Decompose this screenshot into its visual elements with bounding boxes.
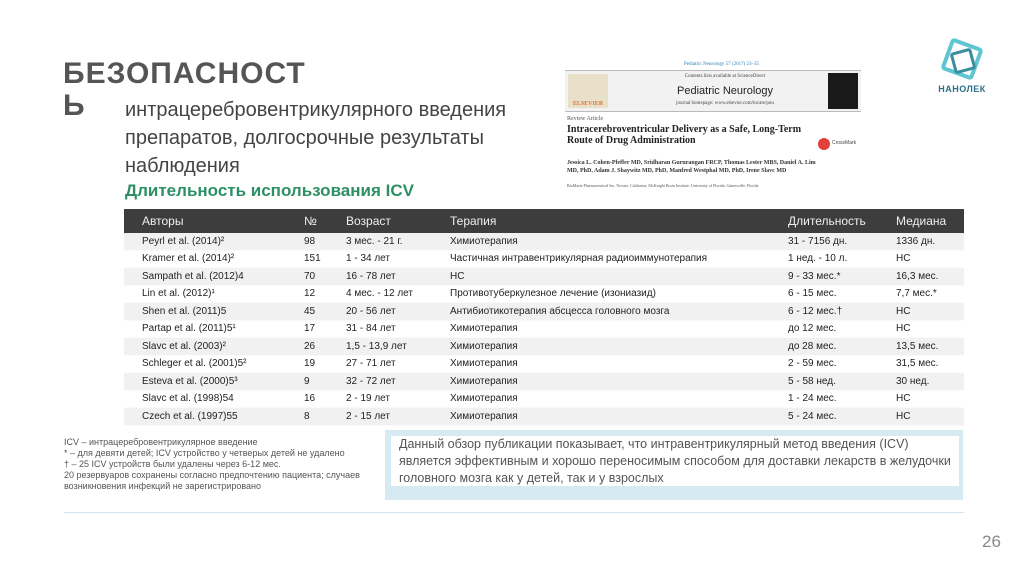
cell-therapy: Химиотерапия — [432, 355, 770, 373]
cell-age: 31 - 84 лет — [328, 320, 432, 338]
cell-authors: Shen et al. (2011)5 — [124, 303, 282, 321]
cell-authors: Slavc et al. (1998)54 — [124, 390, 282, 408]
cell-duration: 1 - 24 мес. — [770, 390, 878, 408]
contents-line: Contents lists available at ScienceDirect — [684, 74, 766, 79]
company-name: НАНОЛЕК — [938, 84, 986, 94]
header-median: Медиана — [878, 209, 964, 233]
footnote: 20 резервуаров сохранены согласно предпочтению пациента; случаев возникновения инфекций не зарегистрировано — [64, 470, 360, 491]
cell-duration: до 12 мес. — [770, 320, 878, 338]
cell-median: НС — [878, 303, 964, 321]
elsevier-logo-icon — [568, 74, 608, 108]
cell-number: 98 — [282, 233, 328, 250]
cell-number: 45 — [282, 303, 328, 321]
footnote: ICV – интрацеребровентрикулярное введение — [64, 437, 258, 447]
header-therapy: Терапия — [432, 209, 770, 233]
article-type: Review Article — [567, 116, 604, 122]
cell-duration: 5 - 24 мес. — [770, 408, 878, 426]
journal-banner — [565, 70, 861, 112]
cell-number: 16 — [282, 390, 328, 408]
cell-median: НС — [878, 250, 964, 268]
cell-therapy: Химиотерапия — [432, 233, 770, 250]
header-duration: Длительность — [770, 209, 878, 233]
table-row — [124, 408, 964, 426]
table-row — [124, 320, 964, 338]
paper-thumbnail — [560, 62, 866, 212]
cell-therapy: Частичная интравентрикулярная радиоиммунотерапия — [432, 250, 770, 268]
cell-therapy: Противотуберкулезное лечение (изониазид) — [432, 285, 770, 303]
cell-duration: до 28 мес. — [770, 338, 878, 356]
cell-duration: 6 - 15 мес. — [770, 285, 878, 303]
publisher-name: ELSEVIER — [572, 101, 604, 107]
table-row — [124, 250, 964, 268]
footnote: † – 25 ICV устройств были удалены через 6-12 мес. — [64, 459, 281, 469]
cell-duration: 5 - 58 нед. — [770, 373, 878, 391]
company-logo — [932, 38, 992, 108]
cell-age: 1,5 - 13,9 лет — [328, 338, 432, 356]
table-row — [124, 355, 964, 373]
cell-median: НС — [878, 390, 964, 408]
table-row — [124, 338, 964, 356]
cell-duration: 1 нед. - 10 л. — [770, 250, 878, 268]
cell-age: 27 - 71 лет — [328, 355, 432, 373]
table-row — [124, 390, 964, 408]
cell-duration: 9 - 33 мес.* — [770, 268, 878, 286]
slide-title: БЕЗОПАСНОСТ Ь — [63, 57, 306, 122]
cell-authors: Esteva et al. (2000)5³ — [124, 373, 282, 391]
header-authors: Авторы — [124, 209, 282, 233]
journal-name: Pediatric Neurology — [677, 85, 773, 97]
article-affiliations: BioMarin Pharmaceutical Inc, Novato, California; McKnight Brain Institute, University of Florida, Gainesville, Florida — [567, 183, 759, 188]
cell-authors: Partap et al. (2011)5¹ — [124, 320, 282, 338]
cell-number: 151 — [282, 250, 328, 268]
cell-number: 26 — [282, 338, 328, 356]
table-row — [124, 285, 964, 303]
cell-age: 16 - 78 лет — [328, 268, 432, 286]
cell-authors: Schleger et al. (2001)5² — [124, 355, 282, 373]
cell-therapy: Антибиотикотерапия абсцесса головного мозга — [432, 303, 770, 321]
cell-median: 1336 дн. — [878, 233, 964, 250]
table-row — [124, 373, 964, 391]
crossmark-label: CrossMark — [832, 140, 857, 146]
footnotes — [64, 437, 364, 492]
cell-authors: Slavc et al. (2003)² — [124, 338, 282, 356]
cell-number: 9 — [282, 373, 328, 391]
section-heading: Длительность использования ICV — [125, 181, 414, 200]
bottom-divider — [64, 512, 964, 513]
cell-median: 16,3 мес. — [878, 268, 964, 286]
summary-text: Данный обзор публикации показывает, что интравентрикулярный метод введения (ICV) является эффективным и хорошо переносимым способом для доставки лекарств в желудочки головного мозга как у детей, так и у взрослых — [391, 436, 959, 486]
cell-number: 12 — [282, 285, 328, 303]
cell-age: 1 - 34 лет — [328, 250, 432, 268]
table-row — [124, 233, 964, 250]
table-row — [124, 303, 964, 321]
cell-therapy: Химиотерапия — [432, 338, 770, 356]
summary-box — [385, 430, 963, 500]
cell-number: 70 — [282, 268, 328, 286]
cell-median: 13,5 мес. — [878, 338, 964, 356]
crossmark-icon — [818, 138, 830, 150]
cell-number: 17 — [282, 320, 328, 338]
cell-age: 2 - 15 лет — [328, 408, 432, 426]
cell-number: 8 — [282, 408, 328, 426]
cell-authors: Sampath et al. (2012)4 — [124, 268, 282, 286]
cell-median: 31,5 мес. — [878, 355, 964, 373]
cell-median: 7,7 мес.* — [878, 285, 964, 303]
header-number: № — [282, 209, 328, 233]
cell-age: 20 - 56 лет — [328, 303, 432, 321]
page-number: 26 — [982, 532, 1001, 551]
cell-age: 2 - 19 лет — [328, 390, 432, 408]
table-row — [124, 268, 964, 286]
cell-median: НС — [878, 320, 964, 338]
cell-therapy: Химиотерапия — [432, 320, 770, 338]
cell-age: 4 мес. - 12 лет — [328, 285, 432, 303]
cell-median: НС — [878, 408, 964, 426]
footnote: * – для девяти детей; ICV устройство у четверых детей не удалено — [64, 448, 345, 458]
cell-therapy: Химиотерапия — [432, 408, 770, 426]
cell-number: 19 — [282, 355, 328, 373]
journal-homepage: journal homepage: www.elsevier.com/locate/pnu — [676, 101, 774, 106]
cell-median: 30 нед. — [878, 373, 964, 391]
cell-duration: 2 - 59 мес. — [770, 355, 878, 373]
cell-authors: Kramer et al. (2014)² — [124, 250, 282, 268]
table-header-row — [124, 209, 964, 233]
cell-duration: 31 - 7156 дн. — [770, 233, 878, 250]
cell-authors: Czech et al. (1997)55 — [124, 408, 282, 426]
cell-therapy: Химиотерапия — [432, 390, 770, 408]
cell-authors: Lin et al. (2012)¹ — [124, 285, 282, 303]
cell-duration: 6 - 12 мес.† — [770, 303, 878, 321]
journal-cover-icon — [828, 73, 858, 109]
paper-citation: Pediatric Neurology 57 (2017) 23–35 — [684, 62, 759, 67]
cell-authors: Peyrl et al. (2014)² — [124, 233, 282, 250]
cell-therapy: Химиотерапия — [432, 373, 770, 391]
cell-therapy: НС — [432, 268, 770, 286]
header-age: Возраст — [328, 209, 432, 233]
duration-table — [124, 209, 964, 426]
article-authors: Jessica L. Cohen-Pfeffer MD, Sridharan Gururangan FRCP, Thomas Lester MBS, Daniel A. Lim MD, PhD, Adam J. Shaywitz MD, PhD, Manfred Westphal MD, PhD, Irene Slavc MD — [567, 160, 816, 174]
article-title: Intracerebroventricular Delivery as a Safe, Long-Term Route of Drug Administration — [567, 124, 802, 146]
cell-age: 3 мес. - 21 г. — [328, 233, 432, 250]
crossmark-badge — [818, 137, 858, 151]
slide-subtitle: интрацеребровентрикулярного введения препаратов, долгосрочные результаты наблюдения — [125, 99, 507, 177]
cell-age: 32 - 72 лет — [328, 373, 432, 391]
